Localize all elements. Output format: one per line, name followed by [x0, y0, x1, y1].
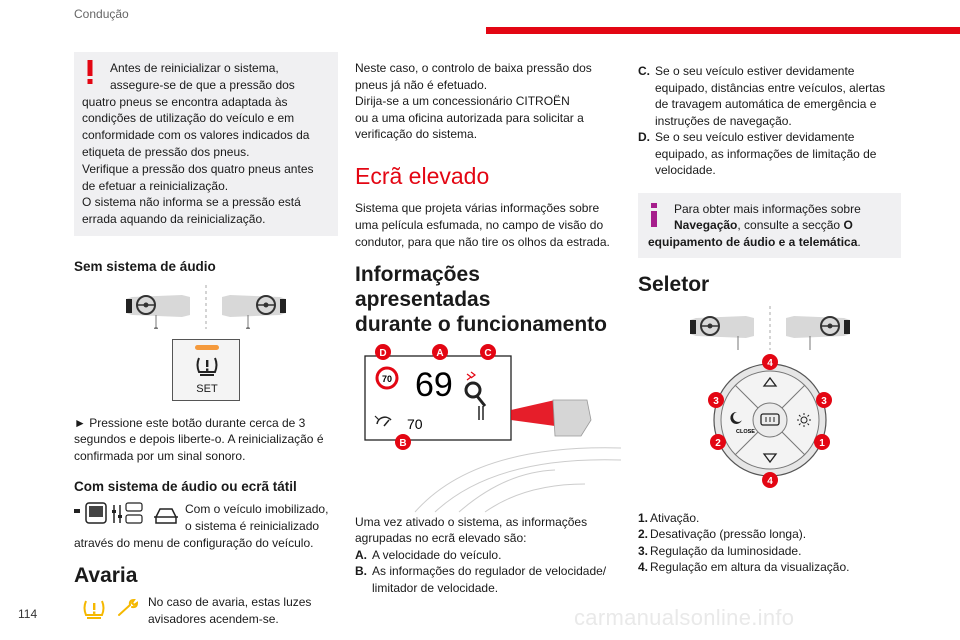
infotainment-icon [74, 501, 178, 529]
heading-hud: Ecrã elevado [355, 162, 490, 189]
heading-with-audio: Com sistema de áudio ou ecrã tátil [74, 479, 297, 495]
tyre-warning-icon [82, 598, 106, 620]
warning-line: conformidade com os valores indicados da [82, 128, 310, 143]
selector-legend [638, 510, 904, 576]
list-item-b: B. As informações do regulador de velocidade/ limitador de velocidade. [355, 564, 607, 595]
info-box: Para obter mais informações sobre Navegação, consulte a secção O equipamento de áudio e a telemática. [638, 193, 901, 259]
hud-figure [355, 344, 621, 514]
heading-avaria: Avaria [74, 563, 138, 587]
legend-item-1: 1. Ativação. [638, 510, 700, 525]
svg-text:4: 4 [767, 475, 773, 487]
navigation-icon [466, 383, 480, 397]
heading-selector: Seletor [638, 273, 710, 297]
legend-item-4: 4. Regulação em altura da visualização. [638, 560, 850, 575]
warning-line: O sistema não informa se a pressão está [82, 195, 301, 210]
legend-item-2: 2. Desativação (pressão longa). [638, 527, 807, 542]
heading-info-display: Informações apresentadas durante o funcionamento [355, 263, 607, 337]
tyre-pressure-icon [195, 355, 219, 377]
watermark: carmanualsonline.info [574, 605, 795, 630]
column-right [638, 63, 904, 576]
steering-wheel-icon [74, 285, 338, 329]
lhd-rhd-figure [74, 285, 338, 329]
header-accent-bar [486, 27, 960, 34]
marker-4-top [762, 354, 778, 370]
svg-text:A: A [436, 347, 444, 359]
audio-paragraph: Com o veículo imobilizado, o sistema é reinicializado através do menu de configuração do veículo. [74, 501, 329, 550]
heading-no-audio: Sem sistema de áudio [74, 258, 216, 274]
marker-d [375, 344, 391, 360]
warning-line: Antes de reinicializar o sistema, [110, 61, 279, 75]
list-item-a: A. A velocidade do veículo. [355, 547, 502, 562]
svg-text:4: 4 [767, 357, 773, 369]
marker-a [432, 344, 448, 360]
warning-box [74, 52, 338, 236]
set-button-figure [74, 339, 338, 401]
marker-3-right [816, 392, 832, 408]
warning-line: quatro pneus se encontra adaptada às [82, 94, 288, 109]
after-activation-paragraph: Uma vez ativado o sistema, as informações agrupadas no ecrã elevado são: [355, 514, 588, 546]
speed-value: 69 [415, 365, 453, 404]
svg-text:D: D [379, 347, 387, 359]
page-number: 114 [18, 607, 38, 621]
warning-line: de efetuar a reinicialização. [82, 178, 229, 193]
marker-b [395, 434, 411, 450]
close-label: CLOSE [736, 428, 755, 435]
svg-text:B: B [399, 437, 407, 449]
speed-limit-value: 70 [381, 373, 393, 384]
cruise-value: 70 [407, 415, 423, 432]
column-left [74, 52, 338, 630]
svg-text:3: 3 [713, 395, 719, 407]
svg-text:1: 1 [819, 437, 825, 449]
list-item-d: D. Se o seu veículo estiver devidamente equipado, as informações de limitação de velocidade. [638, 130, 877, 178]
intro-paragraph: Neste caso, o controlo de baixa pressão dos pneus já não é efetuado. Dirija-se a um concessionário CITROËN ou a uma oficina autorizada para solicitar a verificação do sistema. [355, 61, 592, 142]
warning-line: errada aquando da reinicialização. [82, 212, 266, 227]
marker-c [480, 344, 496, 360]
info-icon [651, 203, 657, 227]
svg-text:C: C [484, 347, 492, 359]
hud-description: Sistema que projeta várias informações sobre uma película esfumada, no campo de visão do condutor, para que não tire os olhos da estrada. [355, 201, 610, 249]
svg-text:3: 3 [821, 395, 827, 407]
marker-2 [710, 434, 726, 450]
warning-line: condições de utilização do veículo e em [82, 111, 295, 126]
warning-line: etiqueta de pressão dos pneus. [82, 144, 250, 159]
selector-steering-wheel-icon [638, 306, 904, 350]
wrench-icon [116, 598, 140, 618]
column-middle [355, 60, 621, 596]
marker-3-left [708, 392, 724, 408]
marker-4-bottom [762, 472, 778, 488]
selector-lhd-rhd-figure [638, 306, 904, 350]
cruise-control-icon [375, 416, 391, 426]
list-item-c: C. Se o seu veículo estiver devidamente equipado, distâncias entre veículos, alertas de travagem automática de emergência e instruções de navegação. [638, 64, 886, 128]
warning-line: Verifique a pressão dos quatro pneus antes [82, 161, 314, 176]
set-button [172, 339, 240, 401]
legend-item-3: 3. Regulação da luminosidade. [638, 543, 802, 558]
press-instruction: ► Pressione este botão durante cerca de 3 segundos e depois liberte-o. A reinicialização é confirmada por um sinal sonoro. [74, 415, 324, 463]
avaria-paragraph: No caso de avaria, estas luzes avisadores acendem-se. [74, 594, 338, 630]
selector-dial-figure [638, 354, 904, 490]
marker-1 [814, 434, 830, 450]
warning-line: assegure-se de que a pressão dos [110, 77, 295, 92]
set-label: SET [196, 382, 218, 395]
svg-text:2: 2 [715, 437, 721, 449]
exclamation-icon [86, 60, 94, 84]
section-title: Condução [74, 7, 129, 21]
